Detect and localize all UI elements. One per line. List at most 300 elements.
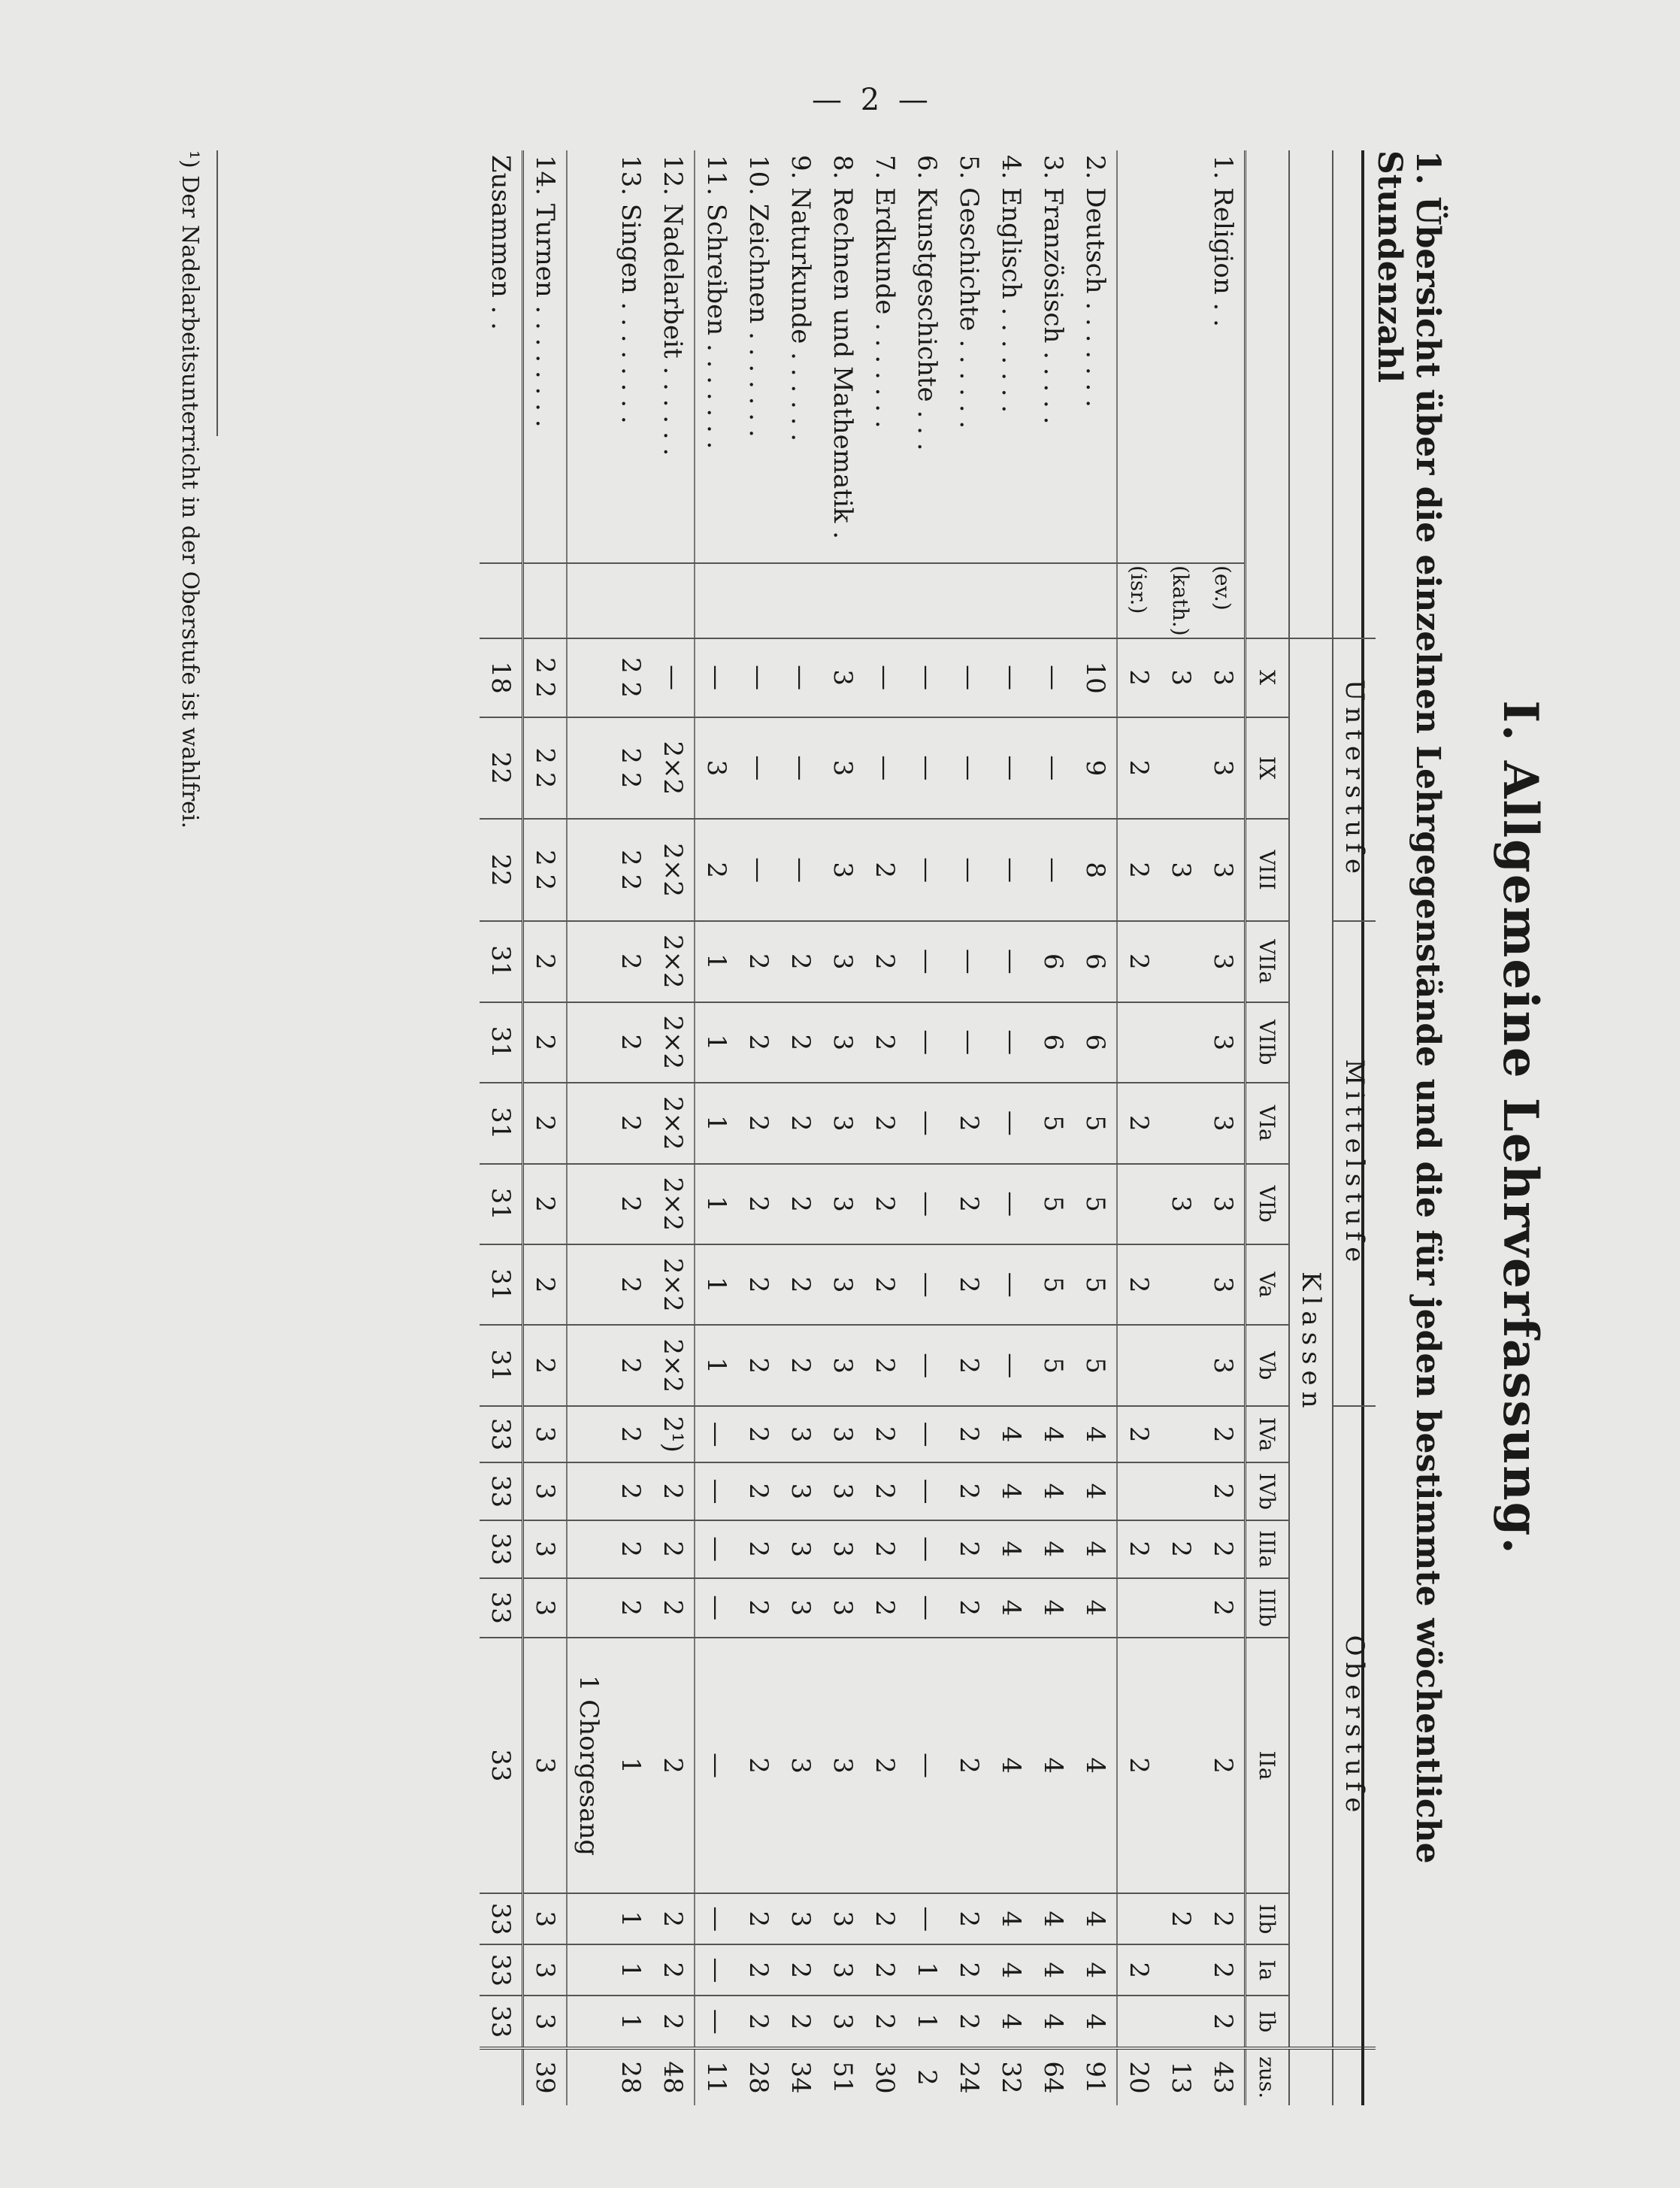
hours-cell: 4 [1032,1462,1074,1520]
hours-cell: — [652,638,695,717]
hours-cell [1160,1578,1202,1638]
hours-cell: — [864,638,906,717]
hours-cell [567,819,610,921]
page-number: — 2 — [812,83,933,117]
hours-cell [1117,1893,1160,1944]
hours-cell: 2×2 [652,1002,695,1083]
subject-sublabel [652,563,695,638]
hours-cell [567,1944,610,1996]
hours-cell: — [1032,819,1074,921]
hours-cell: 2×2 [652,1244,695,1325]
hours-cell: 33 [480,1520,523,1578]
header-class: Ia [1246,1944,1290,1996]
row-total: 39 [523,2048,568,2105]
table-row [737,150,779,2105]
hours-cell: — [990,1002,1032,1083]
row-total: 24 [948,2048,990,2105]
hours-cell [567,1893,610,1944]
hours-cell: 2 [948,1578,990,1638]
hours-cell: 31 [480,1244,523,1325]
hours-cell: — [779,638,822,717]
header-klassen: Klassen [1289,638,1333,2048]
hours-cell: 22 [480,819,523,921]
hours-cell: 4 [1032,1638,1074,1893]
hours-cell: 2 [948,1244,990,1325]
hours-cell: — [695,1520,737,1578]
row-total [567,2048,610,2105]
hours-cell: 2 [652,1996,695,2048]
header-class: IIIa [1246,1520,1290,1578]
hours-cell [1160,717,1202,820]
table-row [523,150,568,2105]
hours-cell: 2×2 [652,1164,695,1244]
table-row [1074,150,1117,2105]
hours-cell: — [990,921,1032,1002]
hours-cell: 4 [990,1944,1032,1996]
hours-cell: 2 [864,1520,906,1578]
table-row [480,150,523,2105]
subject-label: 12. Nadelarbeit . . . . . . [652,150,695,563]
subject-sublabel [1032,563,1074,638]
hours-cell: 3 [1202,717,1246,820]
hours-cell: 2 [737,1462,779,1520]
hours-cell: — [906,1406,948,1462]
hours-cell: 2 [948,1996,990,2048]
hours-cell [1117,1996,1160,2048]
hours-cell [567,1578,610,1638]
hours-cell: 3 [1202,1244,1246,1325]
hours-cell: — [906,1578,948,1638]
hours-cell: 1 [695,1325,737,1405]
hours-cell [567,1002,610,1083]
hours-cell: 2 [1117,717,1160,820]
hours-cell: 4 [1074,1406,1117,1462]
hours-cell: 1 [695,921,737,1002]
hours-cell: — [695,1944,737,1996]
row-total: 11 [695,2048,737,2105]
table-row [779,150,822,2105]
hours-cell: 3 [523,1893,568,1944]
subject-label: 10. Zeichnen . . . . . . . [743,155,773,438]
subject-label: 3. Französisch . . . . . [1038,155,1068,425]
hours-cell: — [990,1325,1032,1405]
subject-sublabel: (isr.) [1117,563,1160,638]
hours-cell: 2¹) [652,1406,695,1462]
hours-cell: — [990,1083,1032,1163]
table-row [864,150,906,2105]
hours-cell [567,717,610,820]
header-class: IVa [1246,1406,1290,1462]
hours-cell: 31 [480,1083,523,1163]
hours-cell: 2 [1202,1578,1246,1638]
header-class: IX [1246,717,1290,820]
hours-cell: 8 [1074,819,1117,921]
hours-cell: 1 [695,1244,737,1325]
hours-cell: 5 [1074,1083,1117,1163]
hours-cell: 2 [523,921,568,1002]
hours-cell: — [906,1520,948,1578]
hours-cell: 2 [737,1083,779,1163]
hours-cell: 2 [948,1406,990,1462]
hours-cell: — [906,1164,948,1244]
hours-cell: 2 [523,1164,568,1244]
hours-cell: — [990,1164,1032,1244]
hours-cell: 5 [1032,1083,1074,1163]
hours-cell: 3 [822,717,864,820]
hours-cell: 2 [695,819,737,921]
hours-cell: — [906,819,948,921]
hours-cell: 3 [779,1406,822,1462]
header-class: Vb [1246,1325,1290,1405]
hours-cell: 2 [948,1520,990,1578]
hours-cell [1160,921,1202,1002]
hours-cell: 2 [610,1244,652,1325]
hours-cell: 3 [1160,819,1202,921]
subject-label: 13. Singen . . . . . . . . [616,155,646,424]
hours-cell: — [990,819,1032,921]
header-total: zus. [1246,2048,1290,2105]
hours-cell: 2 [1202,1520,1246,1578]
hours-cell: — [906,1638,948,1893]
hours-cell: 2 [1117,921,1160,1002]
hours-cell: 3 [822,1520,864,1578]
hours-cell: 1 [610,1638,652,1893]
hours-cell: — [695,1996,737,2048]
subject-sublabel [480,563,523,638]
header-oberstufe: Oberstufe [1333,1406,1376,2048]
hours-cell: 5 [1032,1244,1074,1325]
hours-cell: 2 [610,1083,652,1163]
subject-sublabel [990,563,1032,638]
hours-cell: 2 [864,1944,906,1996]
page-title: I. Allgemeine Lehrverfassung. [1492,700,1548,1556]
hours-cell: 2 [523,1325,568,1405]
hours-cell [1160,1462,1202,1520]
hours-cell: 3 [822,1462,864,1520]
hours-cell: 10 [1074,638,1117,717]
hours-cell: 3 [779,1638,822,1893]
hours-cell: 3 [1202,1325,1246,1405]
hours-cell: 2 [779,1244,822,1325]
hours-cell: — [906,638,948,717]
subject-sublabel [695,563,737,638]
subject-sublabel [906,563,948,638]
hours-cell: 2 [610,1325,652,1405]
hours-cell: 1 Chorgesang [567,1638,610,1893]
hours-cell [1160,1996,1202,2048]
subject-sublabel [864,563,906,638]
header-class: IIa [1246,1638,1290,1893]
subject-sublabel [523,563,568,638]
hours-cell: — [948,638,990,717]
subject-label: Zusammen . . [480,150,523,563]
hours-cell: 3 [1202,1083,1246,1163]
header-class: IIb [1246,1893,1290,1944]
hours-cell: 2 2 [523,638,568,717]
hours-cell [1160,1406,1202,1462]
table-row [906,150,948,2105]
hours-cell: 2 [948,1893,990,1944]
hours-cell: 33 [480,1893,523,1944]
hours-cell: — [695,1406,737,1462]
row-total [480,2048,523,2105]
hours-cell: 2 [864,1083,906,1163]
hours-cell: 2 [1117,1083,1160,1163]
hours-cell: 1 [695,1083,737,1163]
hours-cell: 2 [864,1325,906,1405]
hours-cell: 2 [652,1462,695,1520]
header-class: IVb [1246,1462,1290,1520]
hours-cell: 3 [822,1996,864,2048]
hours-cell: — [695,1893,737,1944]
hours-cell: 4 [1032,1578,1074,1638]
hours-cell: 2 [652,1520,695,1578]
hours-cell: 33 [480,1638,523,1893]
hours-cell: 4 [1074,1944,1117,1996]
hours-cell: 31 [480,1002,523,1083]
hours-cell: 2 [652,1638,695,1893]
subject-sublabel: (kath.) [1160,563,1202,638]
hours-cell: 2 [779,1083,822,1163]
hours-cell: 4 [1074,1893,1117,1944]
hours-cell: 4 [1074,1638,1117,1893]
hours-cell: 4 [1032,1893,1074,1944]
hours-cell: 4 [990,1462,1032,1520]
hours-cell: 1 [610,1893,652,1944]
hours-cell: 2 [779,1002,822,1083]
hours-cell: 2 [779,1944,822,1996]
hours-cell: 5 [1032,1325,1074,1405]
hours-cell: 3 [1202,638,1246,717]
table-row [695,150,737,2105]
hours-cell: 2 [1202,1462,1246,1520]
subject-label [1160,150,1202,563]
header-class: Va [1246,1244,1290,1325]
hours-cell: 9 [1074,717,1117,820]
hours-cell: 3 [1202,819,1246,921]
hours-cell: 33 [480,1578,523,1638]
hours-cell: 1 [906,1996,948,2048]
hours-cell: 1 [906,1944,948,1996]
hours-cell: 2 [864,1406,906,1462]
hours-cell: 3 [1202,1002,1246,1083]
hours-cell: 2 [864,1893,906,1944]
hours-cell: 4 [990,1406,1032,1462]
hours-cell: 2 [1202,1893,1246,1944]
hours-cell: 2 [737,1520,779,1578]
hours-cell: 2 [737,1164,779,1244]
hours-cell: 2 [779,1996,822,2048]
row-total: 32 [990,2048,1032,2105]
hours-cell [567,638,610,717]
row-total: 48 [652,2048,695,2105]
hours-cell: 18 [480,638,523,717]
hours-cell: 3 [822,1944,864,1996]
header-class: VIII [1246,819,1290,921]
hours-cell: 6 [1074,921,1117,1002]
hours-cell: 2 [1202,1944,1246,1996]
subject-label: 8. Rechnen und Mathematik . [828,155,858,540]
hours-cell [1117,1325,1160,1405]
subject-label: 6. Kunstgeschichte . . . [912,155,942,451]
hours-cell: — [906,1325,948,1405]
hours-cell: 3 [822,1244,864,1325]
subject-label: 14. Turnen . . . . . . . . [523,150,568,563]
hours-cell [1160,1944,1202,1996]
hours-cell: 2 [737,1325,779,1405]
hours-cell: 3 [523,1944,568,1996]
hours-cell: — [737,819,779,921]
hours-cell: 3 [822,921,864,1002]
table-row [567,150,610,2105]
hours-cell: 2 [652,1944,695,1996]
hours-cell: 2 [1117,1944,1160,1996]
hours-cell: — [906,1462,948,1520]
hours-cell: 2 [948,1944,990,1996]
header-class: Ib [1246,1996,1290,2048]
hours-cell [567,1244,610,1325]
hours-cell: — [948,921,990,1002]
hours-cell: — [990,638,1032,717]
hours-cell: 2 [737,1996,779,2048]
hours-cell: 2 [737,1944,779,1996]
hours-cell [567,1164,610,1244]
hours-cell: 2 [523,1244,568,1325]
hours-cell: 3 [1160,1164,1202,1244]
table-row [1032,150,1074,2105]
header-class: X [1246,638,1290,717]
hours-cell: — [906,921,948,1002]
hours-cell: 6 [1074,1002,1117,1083]
hours-cell: 2 [864,1578,906,1638]
hours-cell: 2 [948,1164,990,1244]
hours-cell: 3 [523,1638,568,1893]
hours-cell: 2 [1117,1244,1160,1325]
subject-label: 2. Deutsch . . . . . . . [1074,150,1117,563]
hours-cell: 3 [1202,921,1246,1002]
hours-cell: 5 [1074,1164,1117,1244]
hours-cell: 1 [610,1944,652,1996]
subject-label: 9. Naturkunde . . . . . . [786,155,816,442]
hours-cell: 4 [1032,1520,1074,1578]
hours-cell: 2 [737,1893,779,1944]
hours-cell: 2 [1117,819,1160,921]
hours-cell: 3 [822,1325,864,1405]
hours-cell: — [948,1002,990,1083]
hours-cell: 2 [737,1578,779,1638]
hours-cell: 2 [737,1002,779,1083]
hours-cell: 2 [864,819,906,921]
subject-sublabel [1074,563,1117,638]
hours-cell: 2 [864,1164,906,1244]
hours-cell: 2 [610,1406,652,1462]
hours-cell: 2 [610,1002,652,1083]
hours-cell: 5 [1074,1325,1117,1405]
hours-cell: 2 [610,1520,652,1578]
row-total: 34 [779,2048,822,2105]
hours-cell: 2 [1160,1520,1202,1578]
hours-cell [1160,1325,1202,1405]
hours-cell: 3 [822,1406,864,1462]
row-total: 51 [822,2048,864,2105]
hours-cell: 4 [990,1893,1032,1944]
hours-cell: 1 [695,1164,737,1244]
hours-cell: 4 [1074,1462,1117,1520]
subject-label: 11. Schreiben . . . . . . . [701,155,731,450]
hours-cell: 2 [1202,1406,1246,1462]
hours-cell: 2 [523,1002,568,1083]
subject-label: 4. Englisch . . . . . . . [996,155,1026,414]
subject-label: 7. Erdkunde . . . . . . . [870,155,900,429]
hours-cell: 2 [1117,1406,1160,1462]
hours-cell: 2 [779,921,822,1002]
subject-sublabel [822,563,864,638]
hours-cell: 2 [1202,1638,1246,1893]
hours-cell: 33 [480,1406,523,1462]
hours-cell: 2 [1160,1893,1202,1944]
hours-cell [1160,1002,1202,1083]
hours-cell: 4 [1074,1520,1117,1578]
hours-cell: 2 [610,921,652,1002]
hours-cell [567,1996,610,2048]
hours-cell: 3 [1160,638,1202,717]
hours-cell: — [695,1638,737,1893]
hours-cell [1117,1164,1160,1244]
hours-cell: 2 2 [610,717,652,820]
hours-cell: 3 [822,1002,864,1083]
hours-cell: 2 [610,1164,652,1244]
hours-cell [567,1325,610,1405]
hours-cell: 4 [990,1520,1032,1578]
hours-cell: — [695,1578,737,1638]
hours-cell: 4 [1074,1578,1117,1638]
subject-label: 5. Geschichte . . . . . . [954,155,984,429]
hours-cell: 4 [1032,1996,1074,2048]
hours-cell: 2 [948,1638,990,1893]
row-total: 13 [1160,2048,1202,2105]
hours-cell [567,1406,610,1462]
hours-cell: 2 [610,1462,652,1520]
hours-cell: 31 [480,1325,523,1405]
row-total: 28 [737,2048,779,2105]
hours-cell: — [779,717,822,820]
hours-cell: 4 [990,1638,1032,1893]
hours-cell: 3 [779,1893,822,1944]
hours-cell: 3 [523,1406,568,1462]
hours-cell: 31 [480,921,523,1002]
hours-cell: — [779,819,822,921]
header-class: VIIb [1246,1002,1290,1083]
hours-cell: 2 [737,921,779,1002]
hours-cell: 6 [1032,921,1074,1002]
header-mittelstufe: Mittelstufe [1333,921,1376,1406]
row-total: 43 [1202,2048,1246,2105]
table-subtitle: 1. Übersicht über die einzelnen Lehrgegenstände und die für jeden bestimmte wöchentliche Stundenzahl [1361,150,1447,2105]
subject-label [1117,150,1160,563]
header-classes-row [1246,150,1290,2105]
subject-sublabel [779,563,822,638]
hours-cell [1160,1083,1202,1163]
hours-cell: — [948,819,990,921]
header-class: VIa [1246,1083,1290,1163]
hours-cell: 3 [523,1578,568,1638]
row-total: 30 [864,2048,906,2105]
hours-cell: 2 [652,1893,695,1944]
hours-cell: 2 [864,1244,906,1325]
table-body [480,150,1246,2105]
hours-cell: — [864,717,906,820]
subject-label: 1. Religion . . [1208,155,1238,327]
